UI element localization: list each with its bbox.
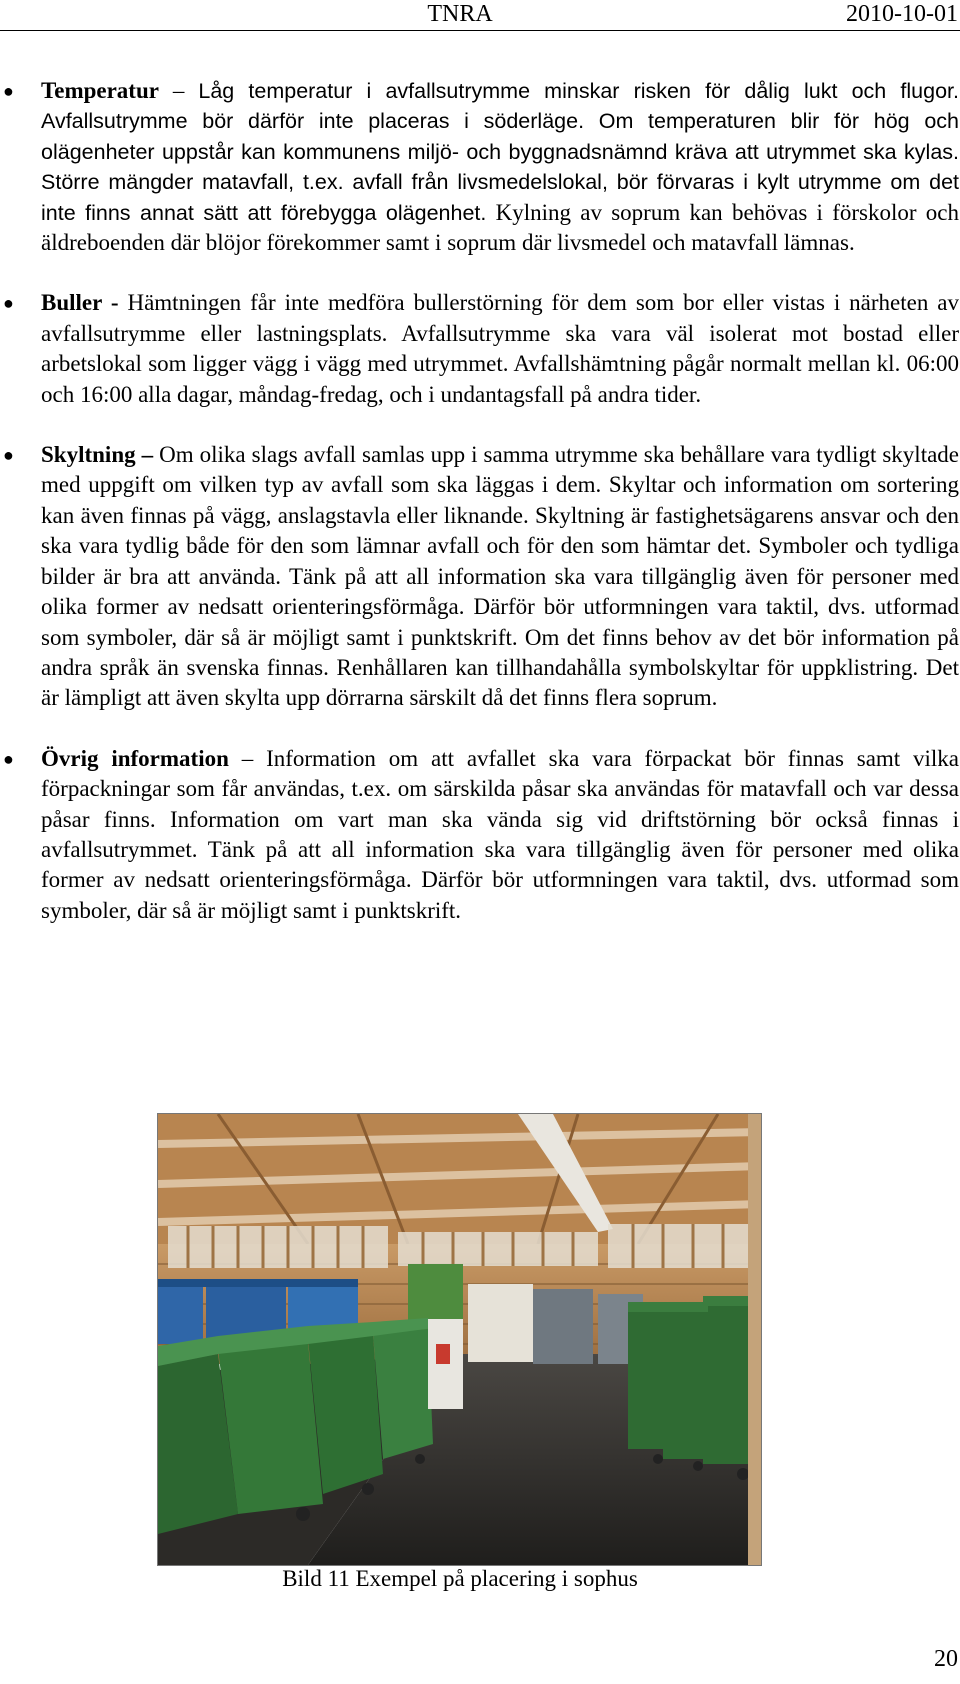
photo-waste-room-illustration (158, 1114, 761, 1565)
bullet-list (0, 76, 960, 956)
bullet-item-temperatur (0, 76, 959, 258)
bullet-text-sans: Låg temperatur i avfallsutrymme minskar risken för dålig lukt och flugor. Avfallsutrymme bör därför inte placeras i söderläge. Om temperaturen blir för hög och olägenheter uppstår kan kommunens miljö- och byggnadsnämnd kräva att utrymmet ska kylas. Större mängder matavfall, t.ex. avfall från livsmedelslokal, bör förvaras i kylt utrymme om det inte finns annat sätt att förebygga olägenhet. (41, 79, 959, 225)
bullet-icon: ● (3, 748, 14, 769)
bullet-icon: ● (3, 81, 14, 101)
bullet-icon: ● (3, 445, 14, 466)
page-number: 20 (934, 1646, 958, 1672)
bullet-text: Kylning av soprum kan behövas i förskolor och äldreboenden där blöjor förekommer samt i soprum där livsmedel och matavfall lämnas. (41, 199, 959, 256)
bullet-item-ovrig-information (0, 744, 959, 926)
bullet-text: Om olika slags avfall samlas upp i samma utrymme ska behållare vara tydligt skyltade med uppgift om vilken typ av avfall som ska läggas i dem. Skyltar och information om sortering kan även finnas på vägg, anslagstavla eller liknande. Skyltning är fastighetsägarens ansvar och den ska vara tydlig både för den som lämnar avfall och för den som hämtar det. Symboler och tydliga bilder är bra att använda. Tänk på att all information ska vara tillgänglig även för personer med olika former av nedsatt orienteringsförmåga. Därför bör utformningen vara taktil, dvs. utformad som symboler, där så är möjligt samt i punktskrift. Om det finns behov av det bör information på andra språk än svenska finnas. Renhållaren kan tillhandahålla symbolskyltar för uppklistring. Det är lämpligt att även skylta upp dörrarna särskilt då det finns flera soprum. (41, 442, 959, 711)
bullet-item-skyltning (0, 440, 959, 714)
header-title: TNRA (427, 1, 493, 27)
bullet-lead: Buller - (41, 290, 119, 316)
bullet-icon: ● (3, 293, 14, 314)
header-date: 2010-10-01 (846, 1, 958, 27)
bullet-lead: Skyltning – (41, 442, 154, 468)
bullet-separator: – (158, 78, 199, 103)
header-rule (0, 30, 960, 31)
photo-waste-room (157, 1113, 762, 1566)
bullet-item-buller (0, 288, 959, 410)
bullet-text: Information om att avfallet ska vara förpackat bör finnas samt vilka förpackningar som får användas, t.ex. om särskilda påsar ska användas för matavfall och var dessa påsar finns. Information om vart man ska vända sig vid driftstörning bör också finnas i avfallsutrymmet. Tänk på att all information ska vara tillgänglig även för personer med olika former av nedsatt orienteringsförmåga. Därför bör utformningen vara taktil, dvs. utformad som symboler, där så är möjligt samt i punktskrift. (41, 745, 960, 923)
figure-caption: Bild 11 Exempel på placering i sophus (282, 1566, 638, 1591)
bullet-lead: Övrig information (41, 745, 229, 771)
bullet-lead: Temperatur (41, 78, 159, 103)
bullet-text: Hämtningen får inte medföra bullerstörning för dem som bor eller vistas i närheten av avfallsutrymme eller lastningsplats. Avfallsutrymme ska vara väl isolerat mot bostad eller arbetslokal som ligger vägg i vägg med utrymmet. Avfallshämtning pågår normalt mellan kl. 06:00 och 16:00 alla dagar, måndag-fredag, och i undantagsfall på andra tider. (41, 290, 959, 407)
bullet-separator: – (228, 745, 267, 771)
